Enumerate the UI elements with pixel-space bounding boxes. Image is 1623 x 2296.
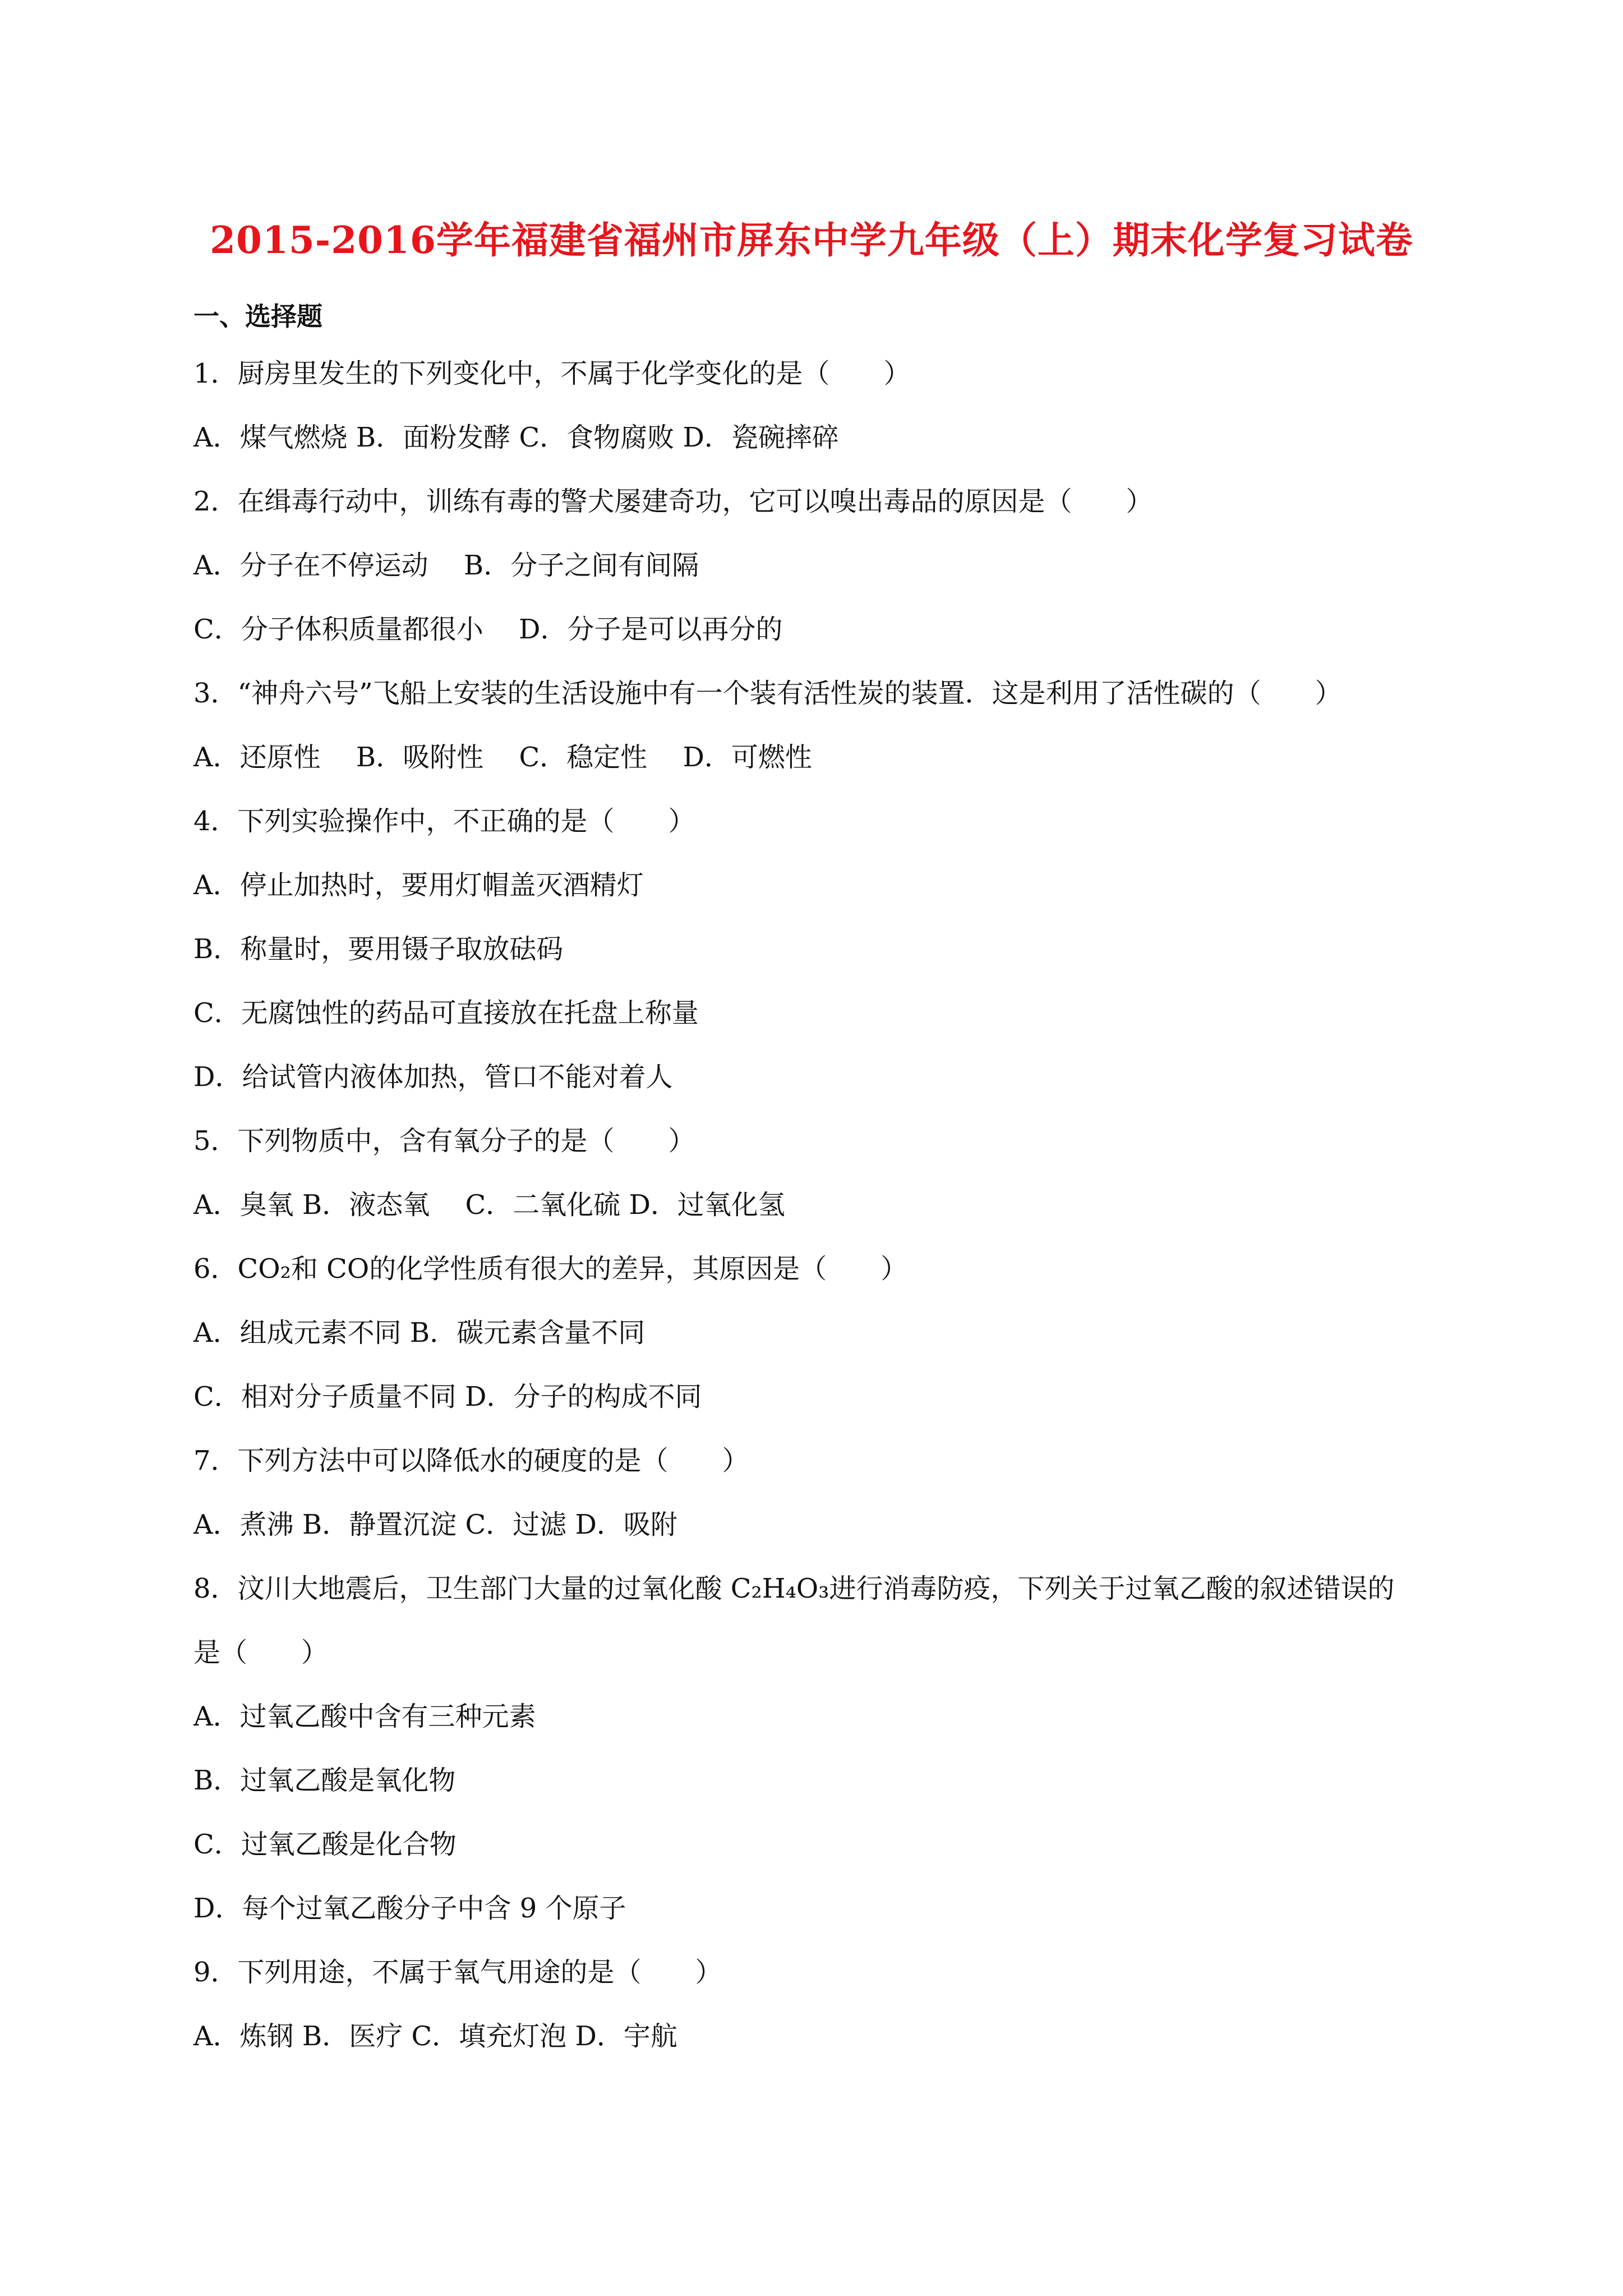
question-4-option-d: D．给试管内液体加热，管口不能对着人 xyxy=(193,1061,673,1093)
question-8-continued: 是（ ） xyxy=(193,1637,329,1668)
section-heading: 一、选择题 xyxy=(193,301,322,332)
question-3: 3．“神舟六号”飞船上安装的生活设施中有一个装有活性炭的装置．这是利用了活性碳的（ ） xyxy=(193,678,1342,709)
question-7: 7．下列方法中可以降低水的硬度的是（ ） xyxy=(193,1445,749,1476)
question-7-options: A．煮沸 B．静置沉淀 C．过滤 D．吸附 xyxy=(193,1509,677,1540)
question-8: 8．汶川大地震后，卫生部门大量的过氧化酸 C₂H₄O₃进行消毒防疫，下列关于过氧乙酸的叙述错误的 xyxy=(193,1573,1395,1604)
page-title: 2015-2016学年福建省福州市屏东中学九年级（上）期末化学复习试卷 xyxy=(210,218,1413,262)
question-2: 2．在缉毒行动中，训练有毒的警犬屡建奇功，它可以嗅出毒品的原因是（ ） xyxy=(193,486,1153,517)
question-9: 9．下列用途，不属于氧气用途的是（ ） xyxy=(193,1957,722,1988)
question-1-options: A．煤气燃烧 B．面粉发酵 C．食物腐败 D．瓷碗摔碎 xyxy=(193,422,839,453)
question-4-option-c: C．无腐蚀性的药品可直接放在托盘上称量 xyxy=(193,997,699,1029)
question-1: 1．厨房里发生的下列变化中，不属于化学变化的是（ ） xyxy=(193,358,911,389)
question-4: 4．下列实验操作中，不正确的是（ ） xyxy=(193,806,695,837)
question-3-options: A．还原性 B．吸附性 C．稳定性 D．可燃性 xyxy=(193,742,812,773)
question-8-option-c: C．过氧乙酸是化合物 xyxy=(193,1829,457,1860)
question-4-option-b: B．称量时，要用镊子取放砝码 xyxy=(193,933,564,965)
question-8-option-b: B．过氧乙酸是氧化物 xyxy=(193,1765,456,1796)
question-8-option-a: A．过氧乙酸中含有三种元素 xyxy=(193,1701,536,1732)
question-2-options-cd: C．分子体积质量都很小 D．分子是可以再分的 xyxy=(193,614,783,645)
question-8-option-d: D．每个过氧乙酸分子中含 9 个原子 xyxy=(193,1893,626,1924)
question-9-options: A．炼钢 B．医疗 C．填充灯泡 D．宇航 xyxy=(193,2021,677,2052)
question-6-options-ab: A．组成元素不同 B．碳元素含量不同 xyxy=(193,1317,645,1349)
question-6: 6．CO₂和 CO的化学性质有很大的差异，其原因是（ ） xyxy=(193,1253,908,1285)
question-5-options: A．臭氧 B．液态氧 C．二氧化硫 D．过氧化氢 xyxy=(193,1189,785,1221)
question-5: 5．下列物质中，含有氧分子的是（ ） xyxy=(193,1125,695,1157)
question-6-options-cd: C．相对分子质量不同 D．分子的构成不同 xyxy=(193,1381,702,1412)
question-4-option-a: A．停止加热时，要用灯帽盖灭酒精灯 xyxy=(193,869,644,901)
question-2-options-ab: A．分子在不停运动 B．分子之间有间隔 xyxy=(193,550,699,581)
